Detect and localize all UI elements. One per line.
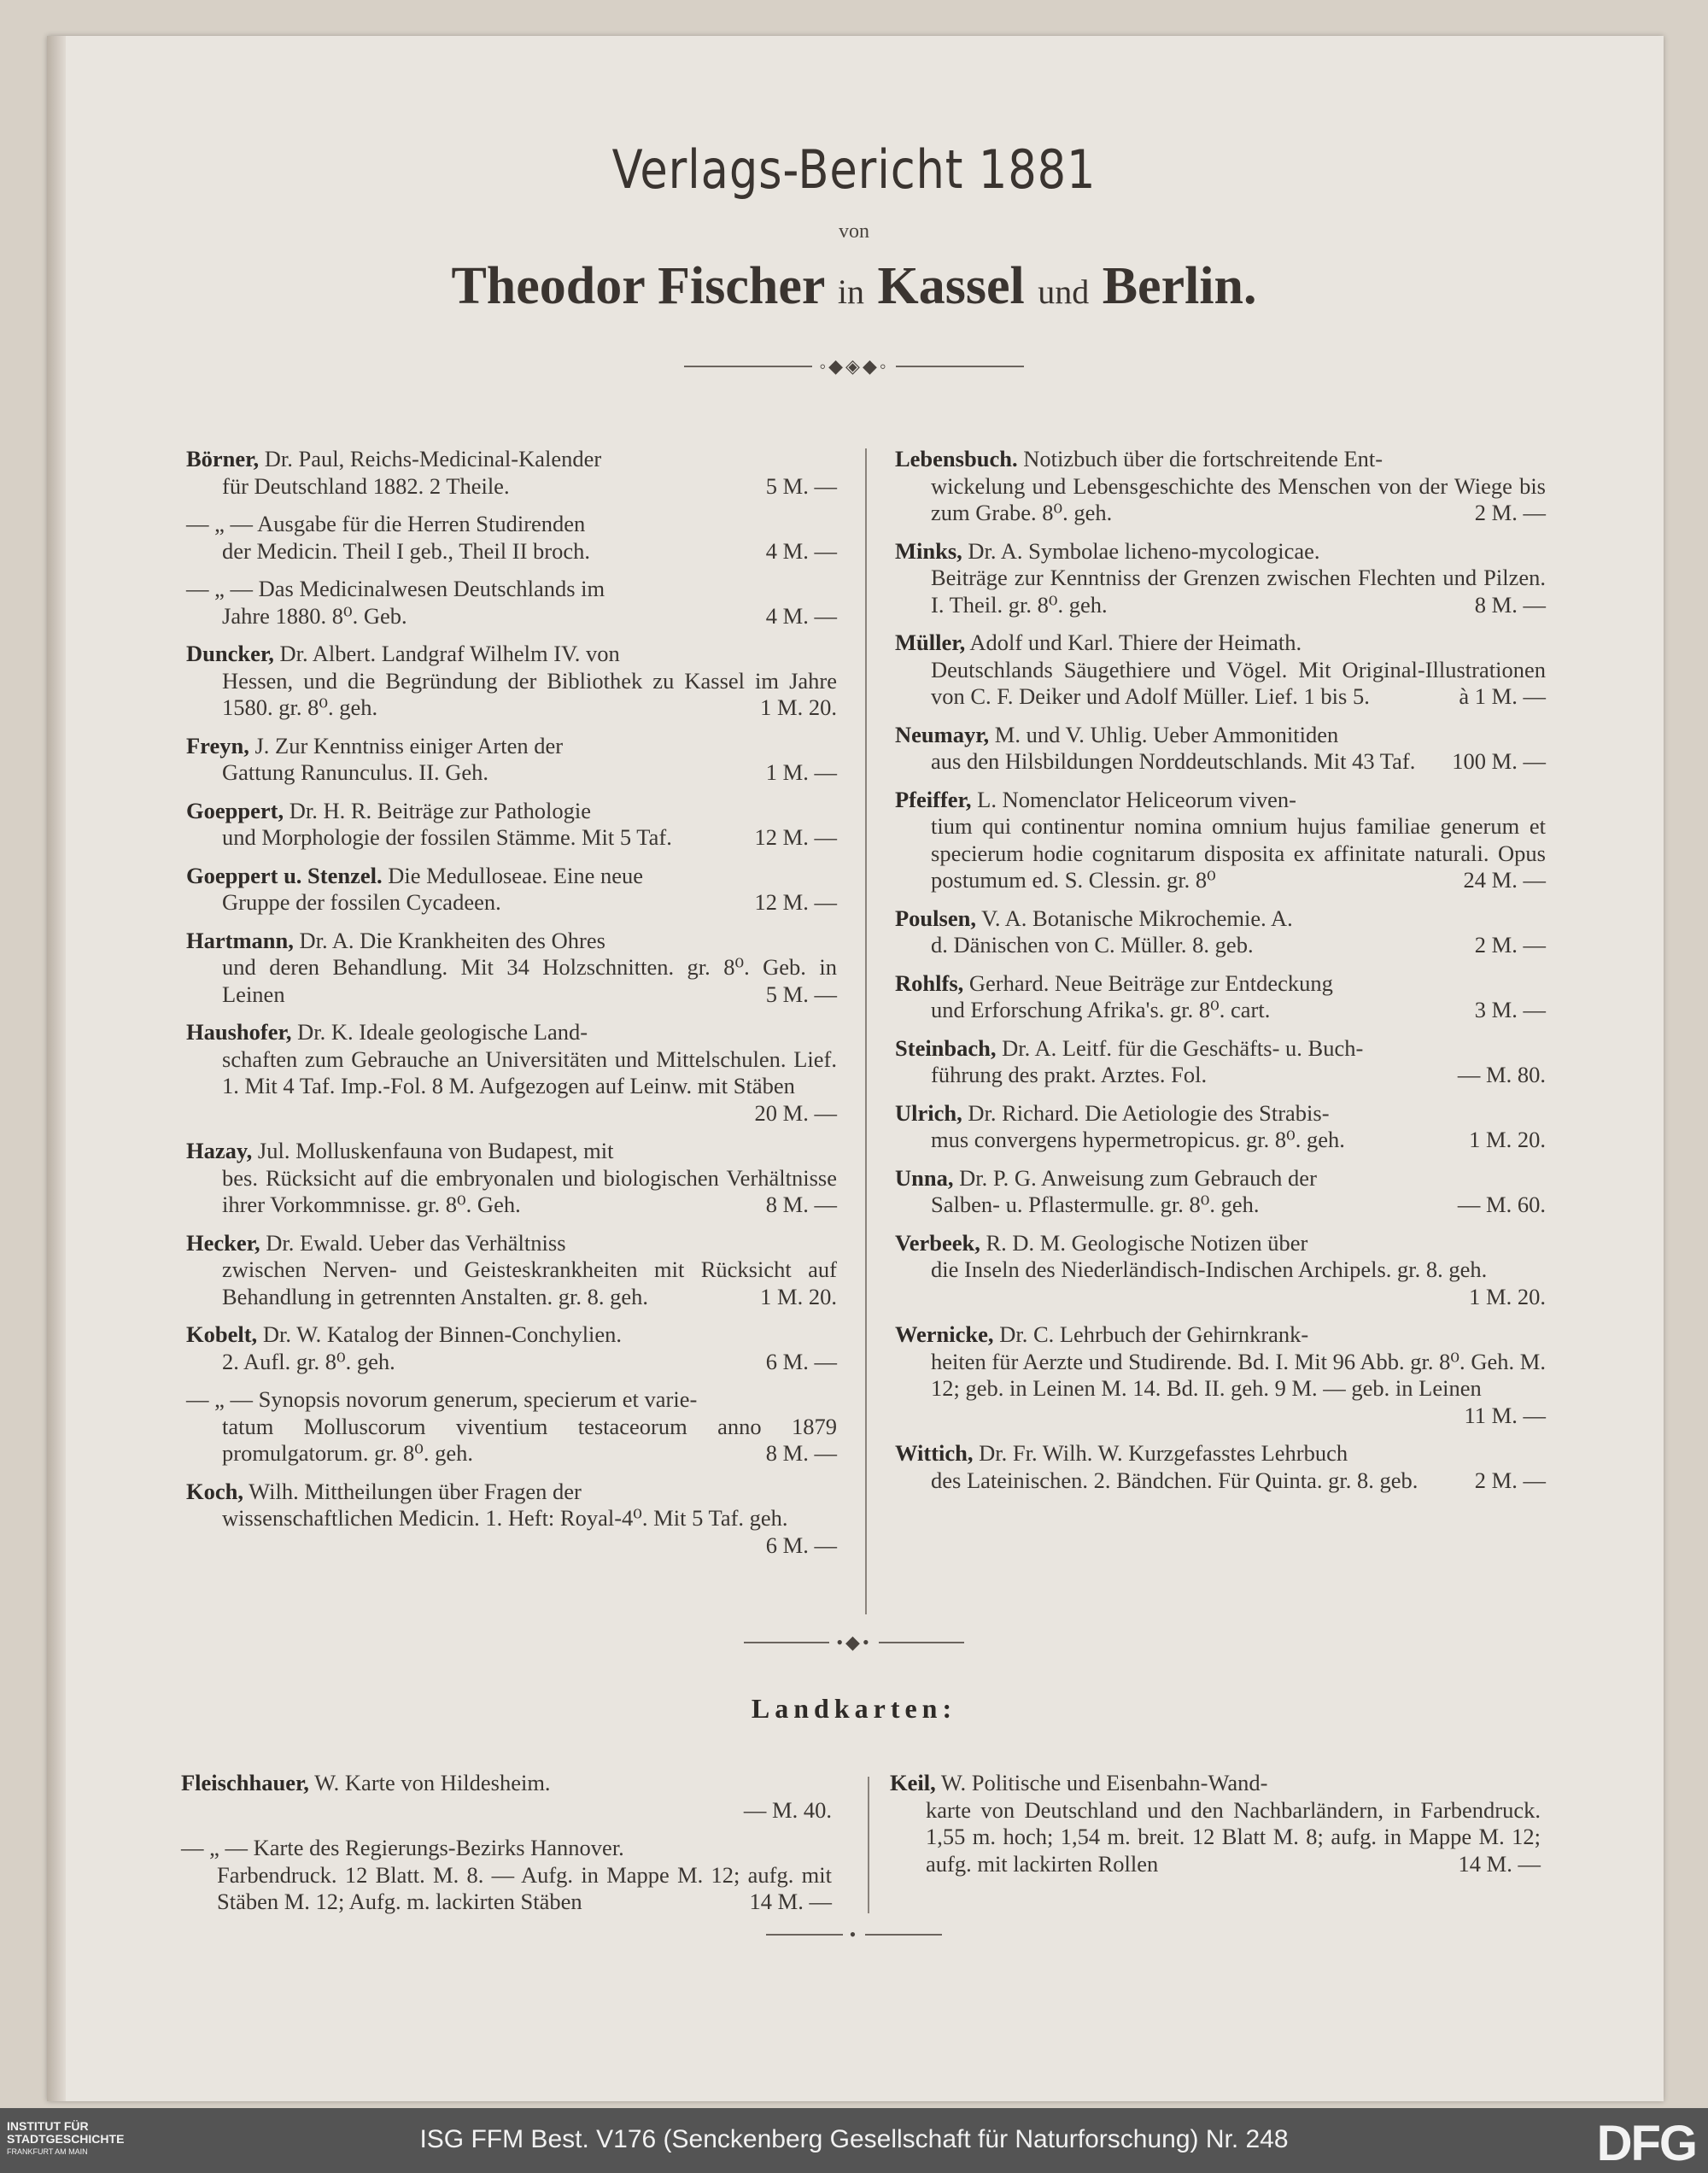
maps-left-column [181, 1770, 832, 1927]
catalog-entry [895, 787, 1546, 894]
institute-line-2: STADTGESCHICHTE [7, 2132, 125, 2146]
entry-price: 8 M. — [765, 1192, 837, 1217]
catalog-entry [895, 1035, 1546, 1089]
entry-first-line: Dr. K. Ideale geologische Land- [291, 1019, 588, 1045]
entry-author: Minks, [895, 537, 962, 564]
entry-first-line: M. und V. Uhlig. Ueber Ammonitiden [989, 721, 1339, 747]
entry-price: 12 M. — [754, 889, 837, 915]
catalog-entry [895, 538, 1546, 619]
entry-description [186, 538, 837, 565]
entry-price: 2 M. — [1474, 500, 1546, 525]
entry-price: 11 M. — [1464, 1402, 1546, 1428]
entry-description [186, 603, 837, 630]
catalog-entry [895, 1165, 1546, 1219]
entry-author: Fleischhauer, [181, 1770, 309, 1795]
entry-author: Hazay, [186, 1138, 253, 1163]
publisher-city-2: Berlin. [1102, 257, 1257, 315]
maps-column-rule [868, 1777, 869, 1913]
catalog-entry [186, 863, 837, 917]
entry-price: 4 M. — [765, 537, 837, 564]
entry-description [895, 997, 1546, 1024]
entry-description-text: d. Dänischen von C. Müller. 8. geb. [931, 932, 1254, 958]
entry-price: 1 M. 20. [1469, 1283, 1546, 1309]
entry-author: Rohlfs, [895, 969, 964, 996]
entry-price: — M. 60. [1457, 1192, 1546, 1217]
catalog-entry [895, 1321, 1546, 1429]
entry-first-line: J. Zur Kenntniss einiger Arten der [249, 732, 564, 758]
entry-description-text: Gattung Ranunculus. II. Geh. [222, 759, 489, 785]
entry-author: Unna, [895, 1164, 954, 1191]
entry-author: Wernicke, [895, 1321, 994, 1347]
entry-first-line: Dr. C. Lehrbuch der Gehirnkrank- [993, 1321, 1309, 1347]
entry-price: 1 M. 20. [1469, 1127, 1546, 1152]
entry-price: 2 M. — [1474, 1467, 1546, 1493]
entry-description-text: Deutschlands Säugethiere und Vögel. Mit Original-Illustrationen von C. F. Deiker und Adolf Müller. Lief. 1 bis 5. [931, 656, 1546, 709]
entry-price: 24 M. — [1463, 867, 1546, 893]
entry-first-line: Die Medulloseae. Eine neue [382, 862, 644, 888]
entry-description-text: 2. Aufl. gr. 8⁰. geh. [222, 1348, 395, 1374]
entry-price: 3 M. — [1474, 997, 1546, 1022]
catalog-entry [895, 722, 1546, 776]
entry-price: 12 M. — [754, 824, 837, 850]
entry-description [186, 1046, 837, 1126]
entry-description [895, 748, 1546, 776]
catalog-entry [895, 1440, 1546, 1494]
institute-line-1: INSTITUT FÜR [7, 2119, 89, 2133]
entry-author: Goeppert, [186, 797, 284, 823]
entry-description [895, 932, 1546, 959]
catalog-entry [186, 1321, 837, 1375]
entry-price: 1 M. 20. [760, 694, 837, 720]
entry-description-text: die Inseln des Niederländisch-Indischen Archipels. gr. 8. geh. [931, 1256, 1488, 1282]
entry-author: Börner, [186, 446, 260, 472]
entry-first-line: Dr. A. Symbolae licheno-mycologicae. [962, 537, 1320, 564]
publisher-name: Theodor Fischer [451, 257, 825, 315]
ornament-divider-middle: •◆• [0, 1630, 1708, 1655]
entry-author: Müller, [895, 630, 966, 655]
entry-author: Wittich, [895, 1440, 974, 1466]
entry-first-line: Dr. W. Katalog der Binnen-Conchylien. [257, 1321, 623, 1347]
entry-description [895, 1256, 1546, 1309]
catalog-entry [186, 446, 837, 500]
catalog-entry [890, 1770, 1541, 1877]
entry-author: Haushofer, [186, 1019, 292, 1045]
dfg-logo: DFG [1596, 2116, 1696, 2171]
catalog-entry [181, 1835, 832, 1916]
entry-description [895, 1127, 1546, 1154]
entry-author: Verbeek, [895, 1229, 980, 1256]
ornament-divider-top: ◦◆◈◆◦ [0, 354, 1708, 379]
catalog-entry [186, 641, 837, 722]
entry-description [890, 1797, 1541, 1878]
entry-price: 6 M. — [765, 1348, 837, 1374]
section-title: Landkarten: [751, 1693, 957, 1724]
entry-description [186, 824, 837, 852]
entry-description [895, 565, 1546, 618]
catalog-entry [895, 1230, 1546, 1311]
entry-description [186, 1414, 837, 1467]
column-rule [865, 448, 867, 1614]
entry-author: Freyn, [186, 732, 249, 758]
archive-footer-bar [0, 2108, 1708, 2173]
entry-description-text: und Erforschung Afrika's. gr. 8⁰. cart. [931, 997, 1271, 1022]
entry-description-text: führung des prakt. Arztes. Fol. [931, 1062, 1208, 1087]
entry-description-text: für Deutschland 1882. 2 Theile. [222, 472, 510, 499]
catalog-entry [186, 733, 837, 787]
catalog-entry [186, 576, 837, 630]
entry-price: 6 M. — [765, 1532, 837, 1558]
right-column [895, 446, 1546, 1505]
entry-description [895, 1467, 1546, 1495]
catalog-entry [895, 1100, 1546, 1154]
entry-description-text: Gruppe der fossilen Cycadeen. [222, 889, 501, 915]
entry-first-line: Dr. H. R. Beiträge zur Pathologie [284, 797, 591, 823]
catalog-entry [895, 630, 1546, 711]
von-line: von [839, 220, 869, 243]
institute-line-3: FRANKFURT AM MAIN [7, 2147, 88, 2156]
entry-description-text: Salben- u. Pflastermulle. gr. 8⁰. geh. [931, 1192, 1260, 1217]
publisher-city-1: Kassel [877, 257, 1025, 315]
entry-description [186, 1165, 837, 1219]
entry-price: — M. 80. [1457, 1062, 1546, 1087]
catalog-entry [186, 1019, 837, 1127]
ornament-divider-bottom: • [0, 1922, 1708, 1948]
entry-first-line: Gerhard. Neue Beiträge zur Entdeckung [963, 969, 1333, 996]
entry-first-line: Dr. Ewald. Ueber das Verhältniss [260, 1229, 566, 1256]
entry-author: Hartmann, [186, 927, 294, 953]
entry-price: 4 M. — [765, 602, 837, 629]
entry-author: Keil, [890, 1770, 936, 1795]
entry-first-line: Adolf und Karl. Thiere der Heimath. [965, 630, 1302, 655]
entry-description-text: Farbendruck. 12 Blatt. M. 8. — Aufg. in Mappe M. 12; aufg. mit Stäben M. 12; Aufg. m. lackirten Stäben [217, 1861, 832, 1914]
entry-description [186, 1349, 837, 1376]
entry-first-line: W. Karte von Hildesheim. [308, 1770, 551, 1795]
archive-caption: ISG FFM Best. V176 (Senckenberg Gesellschaft für Naturforschung) Nr. 248 [419, 2125, 1289, 2153]
entry-description [186, 1505, 837, 1558]
catalog-entry [186, 511, 837, 565]
entry-price: 5 M. — [765, 472, 837, 499]
entry-price: 14 M. — [1458, 1850, 1541, 1877]
entry-description-text: schaften zum Gebrauche an Universitäten und Mittelschulen. Lief. 1. Mit 4 Taf. Imp.-Fol. 8 M. Aufgezogen auf Leinw. mit Stäben [222, 1046, 837, 1098]
entry-price: 100 M. — [1452, 748, 1546, 774]
left-column [186, 446, 837, 1570]
catalog-entry [186, 1138, 837, 1219]
entry-first-line: V. A. Botanische Mikrochemie. A. [975, 905, 1293, 931]
entry-description-text: zwischen Nerven- und Geisteskrankheiten mit Rücksicht auf Behandlung in getrennten Anstalten. gr. 8. geh. [222, 1256, 837, 1309]
entry-first-line: L. Nomenclator Heliceorum viven- [971, 786, 1296, 812]
entry-description-text: heiten für Aerzte und Studirende. Bd. I. Mit 96 Abb. gr. 8⁰. Geh. M. 12; geb. in Leinen M. 14. Bd. II. geh. 9 M. — geb. in Leinen [931, 1348, 1546, 1401]
entry-author: Neumayr, [895, 721, 990, 747]
entry-description [895, 1062, 1546, 1089]
entry-price: 8 M. — [765, 1440, 837, 1466]
entry-author: Steinbach, [895, 1034, 997, 1061]
entry-first-line: — „ — Karte des Regierungs-Bezirks Hannover. [181, 1835, 624, 1860]
catalog-entry [186, 798, 837, 852]
entry-description-text: Hessen, und die Begründung der Bibliothek zu Kassel im Jahre 1580. gr. 8⁰. geh. [222, 667, 837, 720]
publisher-und: und [1038, 272, 1090, 311]
entry-author: Goeppert u. Stenzel. [186, 862, 383, 888]
entry-description [895, 657, 1546, 711]
entry-first-line: Dr. Paul, Reichs-Medicinal-Kalender [259, 446, 602, 472]
entry-author: Hecker, [186, 1229, 260, 1256]
entry-description-text: Beiträge zur Kenntniss der Grenzen zwischen Flechten und Pilzen. I. Theil. gr. 8⁰. geh. [931, 565, 1546, 618]
entry-author: Koch, [186, 1478, 243, 1504]
entry-first-line: — „ — Ausgabe für die Herren Studirenden [186, 511, 586, 536]
entry-description-text: und deren Behandlung. Mit 34 Holzschnitten. gr. 8⁰. Geb. in Leinen [222, 954, 837, 1007]
entry-author: Duncker, [186, 641, 274, 666]
entry-description-text: und Morphologie der fossilen Stämme. Mit 5 Taf. [222, 824, 672, 850]
entry-description [895, 473, 1546, 527]
publisher-in: in [837, 272, 864, 311]
entry-description-text: der Medicin. Theil I geb., Theil II broch. [222, 537, 590, 564]
entry-price: 1 M. — [765, 759, 837, 785]
entry-author: Ulrich, [895, 1099, 962, 1126]
entry-price: 2 M. — [1474, 932, 1546, 958]
entry-first-line: Wilh. Mittheilungen über Fragen der [243, 1478, 582, 1504]
catalog-entry [186, 1386, 837, 1467]
catalog-entry [895, 970, 1546, 1024]
catalog-entry [895, 446, 1546, 527]
entry-description-text: Jahre 1880. 8⁰. Geb. [222, 602, 407, 629]
entry-description-text: tium qui continentur nomina omnium hujus familiae generum et specierum hodie cognitarum disposita ex affinitate naturali. Opus postumum ed. S. Clessin. gr. 8⁰ [931, 813, 1546, 893]
entry-description-text: bes. Rücksicht auf die embryonalen und biologischen Verhältnisse ihrer Vorkommnisse. gr. 8⁰. Geh. [222, 1164, 837, 1217]
entry-first-line: Jul. Molluskenfauna von Budapest, mit [252, 1138, 614, 1163]
entry-price: 1 M. 20. [760, 1283, 837, 1309]
entry-price: — M. 40. [743, 1796, 832, 1823]
entry-description [895, 1192, 1546, 1219]
catalog-entry [181, 1770, 832, 1824]
entry-author: Poulsen, [895, 905, 976, 931]
entry-first-line: Dr. A. Die Krankheiten des Ohres [293, 927, 605, 953]
entry-first-line: Notizbuch über die fortschreitende Ent- [1017, 446, 1383, 472]
entry-description [181, 1862, 832, 1916]
entry-price: 20 M. — [754, 1099, 837, 1126]
publisher-line [0, 256, 1708, 317]
entry-price: 8 M. — [1474, 591, 1546, 618]
catalog-entry [186, 928, 837, 1009]
entry-first-line: Dr. Albert. Landgraf Wilhelm IV. von [273, 641, 620, 666]
entry-description [186, 889, 837, 917]
entry-first-line: Dr. A. Leitf. für die Geschäfts- u. Buch- [996, 1034, 1364, 1061]
entry-first-line: — „ — Synopsis novorum generum, specierum et varie- [186, 1386, 698, 1412]
entry-description-text: mus convergens hypermetropicus. gr. 8⁰. geh. [931, 1127, 1345, 1152]
entry-description [186, 954, 837, 1008]
entry-price: 14 M. — [749, 1889, 832, 1914]
entry-first-line: Dr. P. G. Anweisung zum Gebrauch der [953, 1164, 1317, 1191]
page-fold-shadow [47, 36, 66, 2101]
entry-description-text: wickelung und Lebensgeschichte des Menschen von der Wiege bis zum Grabe. 8⁰. geh. [931, 472, 1546, 525]
entry-description-text: tatum Molluscorum viventium testaceorum anno 1879 promulgatorum. gr. 8⁰. geh. [222, 1413, 837, 1466]
entry-description [186, 473, 837, 501]
entry-first-line: Dr. Richard. Die Aetiologie des Strabis- [962, 1099, 1330, 1126]
catalog-entry [186, 1479, 837, 1560]
entry-description [895, 1348, 1546, 1428]
entry-description-text: des Lateinischen. 2. Bändchen. Für Quinta. gr. 8. geb. [931, 1467, 1418, 1493]
entry-first-line: Dr. Fr. Wilh. W. Kurzgefasstes Lehrbuch [973, 1440, 1348, 1466]
entry-description-text: wissenschaftlichen Medicin. 1. Heft: Royal-4⁰. Mit 5 Taf. geh. [222, 1505, 788, 1531]
entry-price: à 1 M. — [1459, 683, 1546, 709]
catalog-entry [186, 1230, 837, 1311]
maps-right-column [890, 1770, 1541, 1889]
entry-first-line: R. D. M. Geologische Notizen über [980, 1229, 1308, 1256]
document-title: Verlags-Bericht 1881 [611, 138, 1097, 201]
catalog-entry [895, 905, 1546, 959]
entry-author: Kobelt, [186, 1321, 258, 1347]
entry-description [186, 668, 837, 722]
entry-first-line: — „ — Das Medicinalwesen Deutschlands im [186, 576, 605, 601]
entry-description-text: aus den Hilsbildungen Norddeutschlands. Mit 43 Taf. [931, 748, 1416, 774]
entry-first-line: W. Politische und Eisenbahn-Wand- [935, 1770, 1268, 1795]
entry-description-text: karte von Deutschland und den Nachbarländern, in Farbendruck. 1,55 m. hoch; 1,54 m. breit. 12 Blatt M. 8; aufg. in Mappe M. 12; aufg. mit lackirten Rollen [926, 1796, 1541, 1877]
entry-price: 5 M. — [765, 981, 837, 1007]
entry-description [186, 1256, 837, 1310]
entry-description [186, 759, 837, 787]
entry-author: Pfeiffer, [895, 786, 972, 812]
entry-description [895, 813, 1546, 894]
entry-author: Lebensbuch. [895, 446, 1018, 472]
